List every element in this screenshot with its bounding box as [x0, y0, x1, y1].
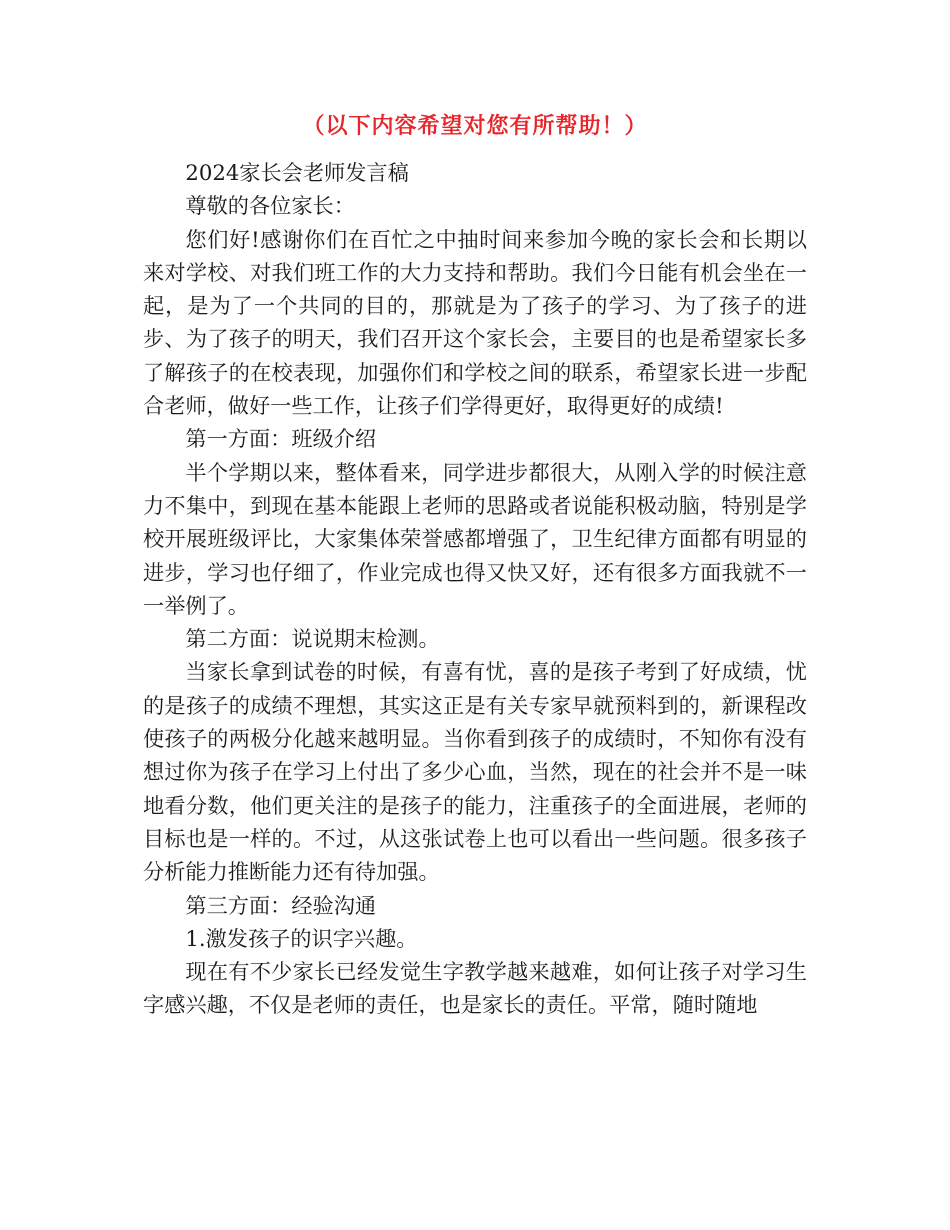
document-title: 2024家长会老师发言稿: [185, 160, 409, 185]
salutation: 尊敬的各位家长：: [185, 193, 355, 219]
subsection-1-paragraph: 现在有不少家长已经发觉生字教学越来越难，如何让孩子对学习生字感兴趣，不仅是老师的责任，也是家长的责任。平常，随时随地: [143, 959, 807, 1018]
section-2-paragraph: 当家长拿到试卷的时候，有喜有忧，喜的是孩子考到了好成绩，忧的是孩子的成绩不理想，其实这正是有关专家早就预料到的，新课程改使孩子的两极分化越来越明显。当你看到孩子的成绩时，不知你有没有想过你为孩子在学习上付出了多少心血，当然，现在的社会并不是一味地看分数，他们更关注的是孩子的能力，注重孩子的全面进展，老师的目标也是一样的。不过，从这张试卷上也可以看出一些问题。很多孩子分析能力推断能力还有待加强。: [143, 659, 807, 885]
subsection-heading-1: 1.激发孩子的识字兴趣。: [185, 925, 418, 951]
opening-paragraph: 您们好!感谢你们在百忙之中抽时间来参加今晚的家长会和长期以来对学校、对我们班工作的大力支持和帮助。我们今日能有机会坐在一起，是为了一个共同的目的，那就是为了孩子的学习、为了孩子的进步、为了孩子的明天，我们召开这个家长会，主要目的也是希望家长多了解孩子的在校表现，加强你们和学校之间的联系，希望家长进一步配合老师，做好一些工作，让孩子们学得更好，取得更好的成绩!: [143, 226, 807, 419]
section-heading-3: 第三方面：经验沟通: [185, 892, 377, 918]
section-heading-2: 第二方面：说说期末检测。: [185, 626, 440, 652]
document-body: [143, 156, 807, 1022]
section-heading-1: 第一方面：班级介绍: [185, 426, 377, 452]
helpful-content-banner: （以下内容希望对您有所帮助！）: [302, 114, 648, 139]
section-1-paragraph: 半个学期以来，整体看来，同学进步都很大，从刚入学的时候注意力不集中，到现在基本能跟上老师的思路或者说能积极动脑，特别是学校开展班级评比，大家集体荣誉感都增强了，卫生纪律方面都有明显的进步，学习也仔细了，作业完成也得又快又好，还有很多方面我就不一一举例了。: [143, 459, 807, 618]
